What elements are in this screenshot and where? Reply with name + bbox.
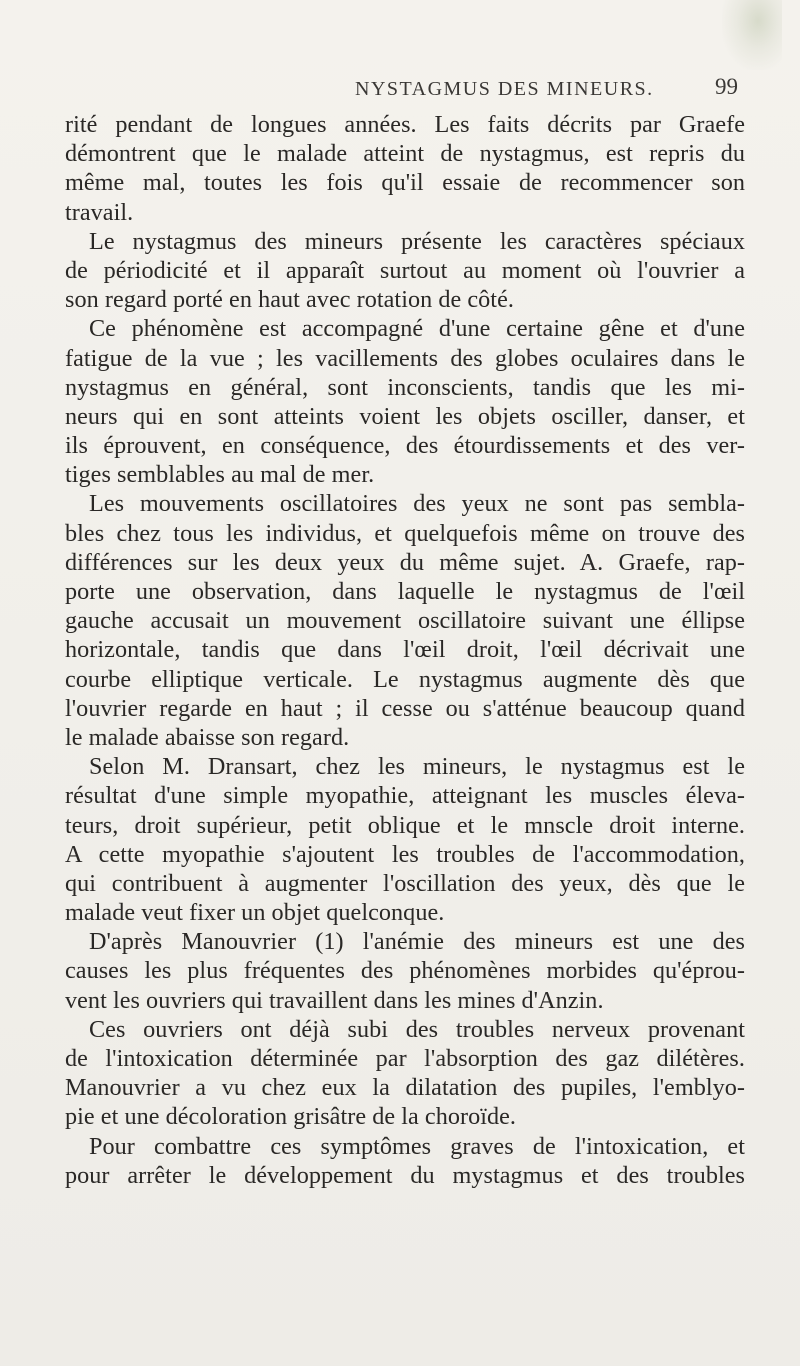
text-line: horizontale, tandis que dans l'œil droit, l'œil décrivait une [65,636,745,664]
text-line: Manouvrier a vu chez eux la dilatation des pupiles, l'emblyo- [65,1074,745,1102]
text-line: travail. [65,198,134,226]
text-line: Ce phénomène est accompagné d'une certaine gêne et d'une [89,315,745,343]
text-line: teurs, droit supérieur, petit oblique et le mnscle droit interne. [65,811,745,839]
text-line: l'ouvrier regarde en haut ; il cesse ou s'atténue beaucoup quand [65,694,745,722]
text-line: gauche accusait un mouvement oscillatoire suivant une éllipse [65,607,745,635]
text-line: vent les ouvriers qui travaillent dans les mines d'Anzin. [65,986,604,1014]
text-line: pie et une décoloration grisâtre de la choroïde. [65,1103,517,1131]
text-line: bles chez tous les individus, et quelquefois même on trouve des [65,519,745,547]
text-line: Ces ouvriers ont déjà subi des troubles nerveux provenant [89,1015,745,1043]
text-line: ils éprouvent, en conséquence, des étourdissements et des ver- [65,432,745,460]
text-line: de l'intoxication déterminée par l'absorption des gaz dilétères. [65,1045,745,1072]
page-number: 99 [715,74,738,99]
text-line: différences sur les deux yeux du même sujet. A. Graefe, rap- [65,548,745,576]
text-line: causes les plus fréquentes des phénomènes morbides qu'éprou- [65,957,745,985]
running-head [0,74,800,108]
text-line: courbe elliptique verticale. Le nystagmus augmente dès que [65,665,745,693]
text-line: Selon M. Dransart, chez les mineurs, le nystagmus est le [89,753,745,781]
text-line: de périodicité et il apparaît surtout au moment où l'ouvrier a [65,256,745,284]
text-line: malade veut fixer un objet quelconque. [65,899,445,927]
text-line: Pour combattre ces symptômes graves de l'intoxication, et [89,1132,745,1160]
text-line: rité pendant de longues années. Les faits décrits par Graefe [65,111,745,138]
text-line: porte une observation, dans laquelle le nystagmus de l'œil [65,578,745,605]
text-line: pour arrêter le développement du mystagmus et des troubles [65,1161,745,1189]
text-line: D'après Manouvrier (1) l'anémie des mineurs est une des [89,928,745,956]
text-line: Les mouvements oscillatoires des yeux ne sont pas sembla- [89,490,745,518]
paper-stain [722,0,782,70]
text-line: nystagmus en général, sont inconscients, tandis que les mi- [65,373,745,401]
text-line: résultat d'une simple myopathie, atteignant les muscles éleva- [65,782,745,810]
text-line: Le nystagmus des mineurs présente les caractères spéciaux [89,227,745,255]
text-line: le malade abaisse son regard. [65,723,350,751]
text-line: démontrent que le malade atteint de nystagmus, est repris du [65,140,745,168]
running-title: NYSTAGMUS DES MINEURS. [355,78,654,100]
text-line: fatigue de la vue ; les vacillements des globes oculaires dans le [65,344,745,372]
text-line: A cette myopathie s'ajoutent les troubles de l'accommodation, [65,840,745,868]
text-line: son regard porté en haut avec rotation de côté. [65,286,514,314]
text-line: neurs qui en sont atteints voient les objets osciller, danser, et [65,402,745,430]
text-line: qui contribuent à augmenter l'oscillation des yeux, dès que le [65,869,745,897]
text-line: même mal, toutes les fois qu'il essaie de recommencer son [65,169,745,197]
text-line: tiges semblables au mal de mer. [65,461,375,489]
body-text [65,110,745,1190]
